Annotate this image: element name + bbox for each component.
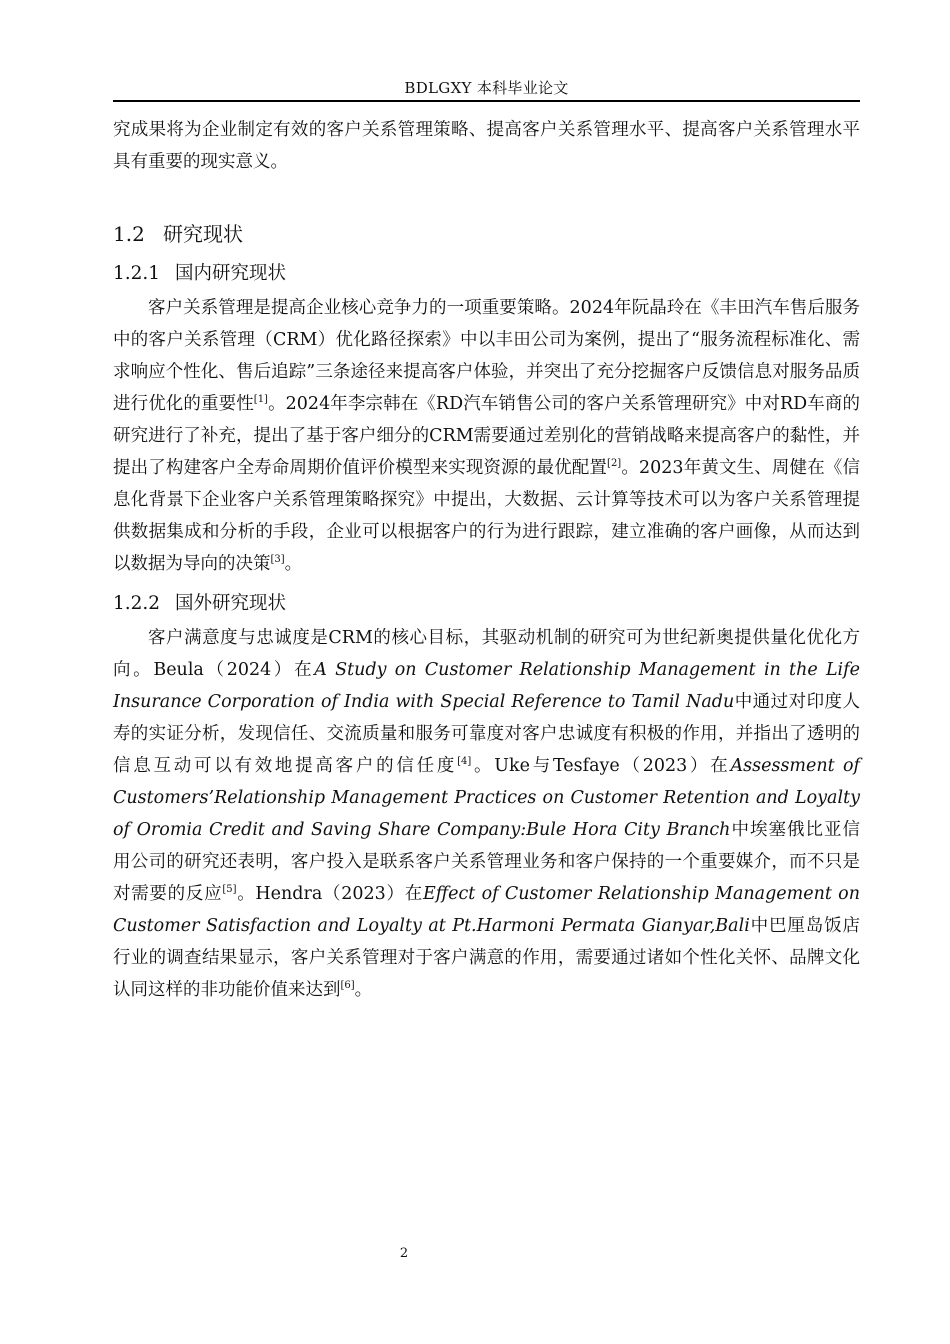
section-heading-1-2-1 [113, 258, 860, 290]
foreign-research-paragraph [113, 622, 860, 1006]
citation-ref: [5] [222, 884, 237, 896]
citation-ref: [2] [607, 458, 622, 470]
paragraph-text: 客户关系管理是提高企业核心竞争力的一项重要策略。2024年阮晶玲在《丰田汽车售后服务中的客户关系管理（CRM）优化路径探索》中以丰田公司为案例，提出了“服务流程标准化、需求响应个性化、售后追踪”三条途径来提高客户体验，并突出了充分挖掘客户反馈信息对服务品质进行优化的重要性 [113, 298, 860, 414]
section-number: 1.2 [113, 222, 145, 246]
section-number: 1.2.1 [113, 263, 161, 284]
section-heading-1-2-2 [113, 588, 860, 620]
citation-ref: [3] [270, 554, 285, 566]
cited-title: Effect of Customer Relationship Management on Customer Satisfaction and Loyalty at Pt.Harmoni Permata Gianyar,Bali [113, 884, 860, 936]
section-heading-1-2 [113, 218, 860, 250]
paragraph-text: 中巴厘岛饭店行业的调查结果显示，客户关系管理对于客户满意的作用，需要通过诸如个性化关怀、品牌文化认同这样的非功能价值来达到 [113, 916, 860, 1000]
domestic-research-paragraph [113, 292, 860, 580]
cited-title: Assessment of Customers’Relationship Management Practices on Customer Retention and Loyalty of Oromia Credit and Saving Share Company:Bule Hora City Branch [113, 756, 861, 840]
page-header: BDLGXY 本科毕业论文 [404, 79, 569, 97]
page-number: 2 [399, 1246, 409, 1261]
section-title: 国外研究现状 [175, 593, 287, 614]
citation-ref: [4] [457, 756, 472, 768]
section-number: 1.2.2 [113, 593, 161, 614]
citation-ref: [6] [340, 980, 355, 992]
section-title: 研究现状 [163, 222, 243, 246]
paragraph-text: 。Uke与Tesfaye（2023）在 [471, 756, 731, 776]
citation-ref: [1] [253, 394, 268, 406]
paragraph-text: 。Hendra（2023）在 [236, 884, 423, 904]
paragraph-text: 。 [354, 980, 373, 1000]
paragraph-text: 中通过对印度人寿的实证分析，发现信任、交流质量和服务可靠度对客户忠诚度有积极的作用，并指出了透明的信息互动可以有效地提高客户的信任度 [113, 692, 860, 776]
section-title: 国内研究现状 [175, 263, 287, 284]
paragraph-text: 。2024年李宗韩在《RD汽车销售公司的客户关系管理研究》中对RD车商的研究进行了补充，提出了基于客户细分的CRM需要通过差别化的营销战略来提高客户的黏性，并提出了构建客户全寿命周期价值评价模型来实现资源的最优配置 [113, 394, 860, 478]
paragraph-text: 客户满意度与忠诚度是CRM的核心目标，其驱动机制的研究可为世纪新奥提供量化优化方向。Beula（2024）在 [113, 628, 860, 680]
cited-title: A Study on Customer Relationship Management in the Life Insurance Corporation of India with Special Reference to Tamil Nadu [113, 660, 860, 712]
paragraph-text: 。2023年黄文生、周健在《信息化背景下企业客户关系管理策略探究》中提出，大数据、云计算等技术可以为客户关系管理提供数据集成和分析的手段，企业可以根据客户的行为进行跟踪，建立准确的客户画像，从而达到以数据为导向的决策 [113, 458, 860, 574]
page-body [113, 114, 860, 1006]
intro-paragraph: 究成果将为企业制定有效的客户关系管理策略、提高客户关系管理水平、提高客户关系管理水平具有重要的现实意义。 [113, 120, 860, 172]
paragraph-text: 中埃塞俄比亚信用公司的研究还表明，客户投入是联系客户关系管理业务和客户保持的一个重要媒介，而不只是对需要的反应 [113, 820, 861, 904]
header-divider [113, 100, 860, 102]
paragraph-text: 。 [284, 554, 303, 574]
